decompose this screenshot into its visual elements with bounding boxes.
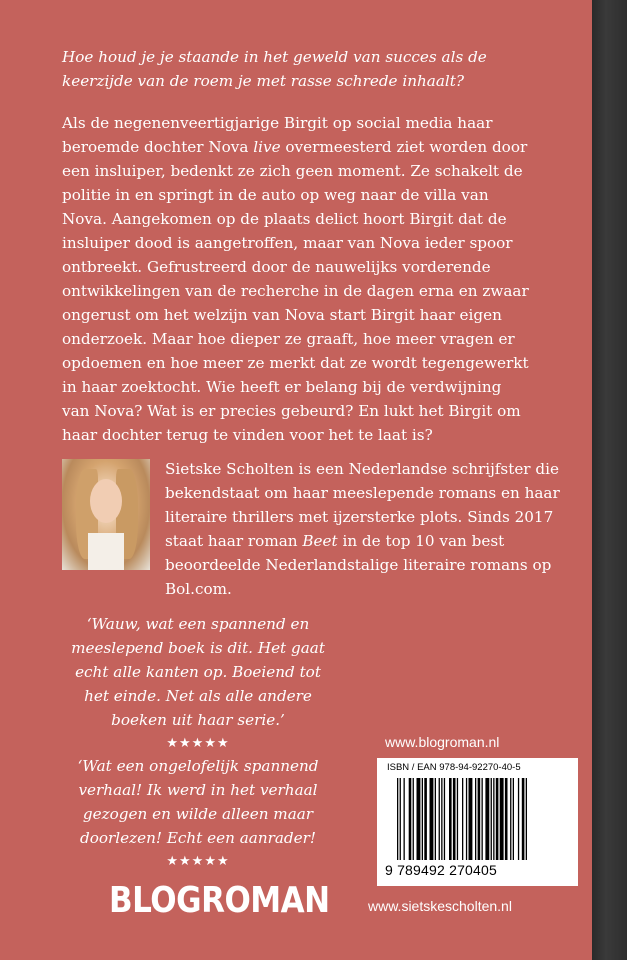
barcode: [377, 758, 578, 886]
barcode-bar: [478, 778, 481, 860]
review-quote-2-stars: ★★★★★: [166, 854, 230, 869]
barcode-bar: [444, 778, 445, 860]
barcode-bar: [469, 778, 473, 860]
barcode-bar: [485, 778, 489, 860]
blurb-text-1: Als de negenenveertigjarige Birgit op social media haar beroemde dochter Nova: [62, 114, 493, 156]
review-quote-1: [62, 612, 334, 756]
review-quote-1-text: ‘Wauw, wat een spannend en meeslepend boek is dit. Het gaat echt alle kanten op. Boeiend tot het einde. Net als alle andere boeken uit haar serie.’: [71, 615, 325, 729]
barcode-bar: [493, 778, 494, 860]
review-quote-1-stars: ★★★★★: [166, 736, 230, 751]
barcode-bar: [453, 778, 456, 860]
barcode-bar: [466, 778, 467, 860]
barcode-bar: [505, 778, 508, 860]
author-photo-face: [90, 479, 122, 523]
barcode-bar: [417, 778, 421, 860]
barcode-bar: [522, 778, 525, 860]
barcode-bar: [457, 778, 458, 860]
barcode-bar: [510, 778, 511, 860]
barcode-bar: [422, 778, 423, 860]
book-spine-edge: [592, 0, 627, 960]
isbn-label: ISBN / EAN 978-94-92270-40-5: [387, 762, 521, 773]
barcode-bar: [496, 778, 499, 860]
blurb-text-2: overmeesterd ziet worden door een insluiper, bedenkt ze zich geen moment. Ze schakelt de politie in en springt in de auto op weg naar de villa van Nova. Aangekomen op de plaats delict hoort Birgit dat de insluiper dood is aangetroffen, maar van Nova ieder spoor ontbreekt. Gefrustreerd door de nauwelijks vorderende ontwikkelingen van de recherche in de dagen erna en zwaar ongerust om het welzijn van Nova start Birgit haar eigen onderzoek. Maar hoe dieper ze graaft, hoe meer vragen er opdoemen en hoe meer ze merkt dat ze wordt tegengewerkt in haar zoektocht. Wie heeft er belang bij de verdwijning van Nova? Wat is er precies gebeurd? En lukt het Birgit om haar dochter terug te vinden voor het te laat is?: [62, 138, 529, 444]
barcode-bar: [475, 778, 476, 860]
barcode-bar: [397, 778, 398, 860]
review-quote-2: [62, 754, 334, 874]
barcode-bar: [400, 778, 401, 860]
barcode-bar: [526, 778, 527, 860]
barcode-bar: [449, 778, 452, 860]
blurb-emphasis: live: [253, 138, 281, 156]
barcode-bar: [513, 778, 514, 860]
barcode-bar: [424, 778, 427, 860]
publisher-url: www.blogroman.nl: [385, 734, 500, 750]
author-photo-shirt: [88, 533, 124, 570]
barcode-bar: [439, 778, 440, 860]
author-bio: [165, 457, 565, 601]
barcode-bar: [430, 778, 434, 860]
author-photo: [62, 459, 150, 570]
blurb: [62, 111, 532, 447]
tagline: Hoe houd je je staande in het geweld van succes als de keerzijde van de roem je met rasse schrede inhaalt?: [62, 48, 487, 90]
barcode-bar: [409, 778, 412, 860]
publisher-logo: BLOGROMAN: [109, 880, 330, 922]
barcode-bar: [500, 778, 504, 860]
barcode-bar: [404, 778, 405, 860]
author-url: www.sietskescholten.nl: [368, 898, 512, 914]
barcode-digits: 9 789492 270405: [385, 862, 497, 878]
review-quote-2-text: ‘Wat een ongelofelijk spannend verhaal! Ik werd in het verhaal gezogen en wilde alleen maar doorlezen! Echt een aanrader!: [77, 757, 319, 847]
barcode-bar: [462, 778, 463, 860]
barcode-bar: [482, 778, 483, 860]
barcode-bar: [518, 778, 519, 860]
barcode-bars: [397, 778, 569, 860]
bio-emphasis: Beet: [302, 532, 338, 550]
barcode-bar: [491, 778, 492, 860]
bio-text-2: in de top 10 van best beoordeelde Nederlandstalige literaire romans op Bol.com.: [165, 532, 552, 598]
barcode-bar: [435, 778, 436, 860]
bio-text-1: Sietske Scholten is een Nederlandse schrijfster die bekendstaat om haar meeslepende romans en haar literaire thrillers met ijzersterke plots. Sinds 2017 staat haar roman: [165, 460, 560, 550]
barcode-bar: [413, 778, 414, 860]
barcode-bar: [441, 778, 442, 860]
